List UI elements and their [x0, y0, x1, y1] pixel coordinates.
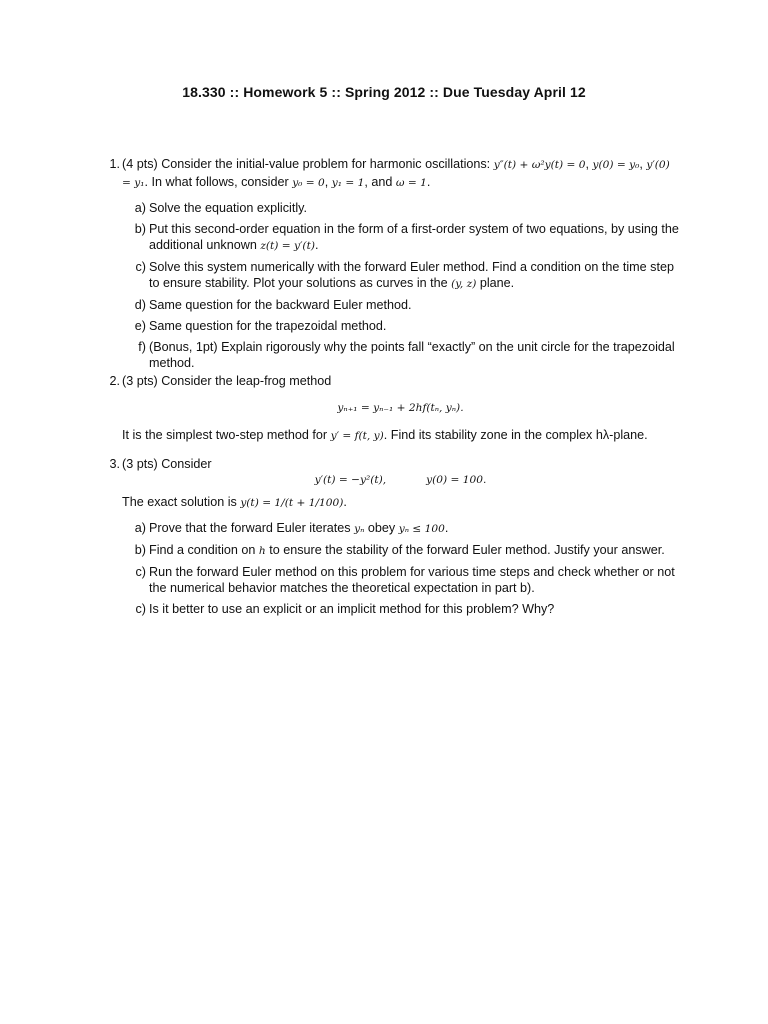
subquestion-text: Is it better to use an explicit or an implicit method for this problem? Why? [149, 602, 555, 616]
math-initial-derivative: y′(0) = y₁ [122, 159, 670, 189]
math-exact-solution: y(t) = 1/(t + 1/100) [240, 497, 344, 509]
problem-1 [104, 156, 679, 371]
subquestion-text: to ensure the stability of the forward Euler method. Justify your answer. [265, 543, 665, 557]
subquestion-1b [134, 221, 679, 254]
math-initial-condition: y(0) = 100. [426, 474, 487, 486]
problem-statement: (3 pts) Consider the leap-frog method [122, 374, 332, 388]
math-y0: y₀ = 0 [292, 177, 325, 189]
math-ode: y″(t) + ω²y(t) = 0 [493, 159, 586, 171]
subquestion-text: Solve this system numerically with the forward Euler method. Find a condition on the time step to ensure stability. Plot your solutions as curves in the [149, 260, 674, 290]
subquestion-text: Same question for the backward Euler method. [149, 298, 412, 312]
math-bound: yₙ ≤ 100 [398, 523, 445, 535]
subquestion-text: (Bonus, 1pt) Explain rigorously why the points fall “exactly” on the unit circle for the trapezoidal method. [149, 340, 675, 370]
subquestion-1a [134, 200, 679, 216]
subquestion-label: f) [138, 340, 146, 354]
problem-3 [104, 456, 679, 617]
problem-statement [122, 427, 679, 445]
subquestion-text: Find a condition on [149, 543, 259, 557]
subquestion-label: b) [134, 543, 146, 557]
separator: , and [364, 175, 396, 189]
subquestion-label: c) [135, 602, 146, 616]
problem-2 [104, 373, 679, 445]
subquestion-3b [134, 542, 679, 559]
separator: . [444, 521, 449, 535]
subquestion-text: plane. [476, 276, 515, 290]
subquestion-3a [134, 520, 679, 537]
subquestion-text: Prove that the forward Euler iterates [149, 521, 355, 535]
subquestion-label: e) [134, 319, 146, 333]
subquestion-label: c) [135, 260, 146, 274]
page-title: 18.330 :: Homework 5 :: Spring 2012 :: Due Tuesday April 12 [182, 84, 586, 100]
subquestion-1c [135, 259, 679, 292]
separator: , [324, 175, 332, 189]
math-ode: y′(t) = −y²(t), [314, 474, 387, 486]
subquestion-text: Put this second-order equation in the form of a first-order system of two equations, by using the additional unknown [149, 222, 679, 252]
math-y1: y₁ = 1 [331, 177, 365, 189]
subquestion-3c [135, 564, 679, 596]
math-ivp [122, 471, 679, 489]
subquestion-label: c) [135, 565, 146, 579]
subquestion-label: b) [134, 222, 146, 236]
separator: . [314, 238, 319, 252]
statement-text: . In what follows, consider [144, 175, 293, 189]
problem-number: 1. [109, 157, 120, 171]
problem-number: 3. [109, 457, 120, 471]
subquestion-text: Solve the equation explicitly. [149, 201, 307, 215]
math-ode: y′ = f(t, y) [330, 430, 384, 442]
separator: , [585, 157, 593, 171]
problem-number: 2. [109, 374, 120, 388]
subquestion-3c-second [135, 601, 679, 617]
subquestion-label: a) [134, 201, 146, 215]
statement-text: The exact solution is [122, 495, 241, 509]
statement-text: (4 pts) Consider the initial-value problem for harmonic oscillations: [122, 157, 494, 171]
math-h: h [258, 545, 266, 557]
subquestion-label: d) [134, 298, 146, 312]
separator: . [426, 175, 431, 189]
math-yn: yₙ [354, 523, 365, 535]
problem-statement [122, 156, 679, 192]
subquestion-1d [134, 297, 679, 313]
subquestion-1f [138, 339, 679, 371]
problem-statement [122, 494, 679, 512]
subquestion-text: Run the forward Euler method on this problem for various time steps and check whether or not the numerical behavior matches the theoretical expectation in part b). [149, 565, 675, 595]
math-z: z(t) = y′(t) [260, 240, 315, 252]
subquestion-text: obey [364, 521, 399, 535]
separator: . [343, 495, 347, 509]
problem-statement: (3 pts) Consider [122, 457, 212, 471]
math-omega: ω = 1 [395, 177, 427, 189]
math-initial-condition: y(0) = y₀ [592, 159, 640, 171]
subquestion-text: Same question for the trapezoidal method. [149, 319, 387, 333]
statement-text: It is the simplest two-step method for [122, 428, 331, 442]
math-yz: (y, z) [451, 278, 477, 290]
subquestion-1e [134, 318, 679, 334]
math-leapfrog: yₙ₊₁ = yₙ₋₁ + 2hf(tₙ, yₙ). [337, 402, 464, 414]
statement-text: . Find its stability zone in the complex hλ-plane. [383, 428, 648, 442]
separator: , [639, 157, 643, 171]
subquestion-label: a) [134, 521, 146, 535]
